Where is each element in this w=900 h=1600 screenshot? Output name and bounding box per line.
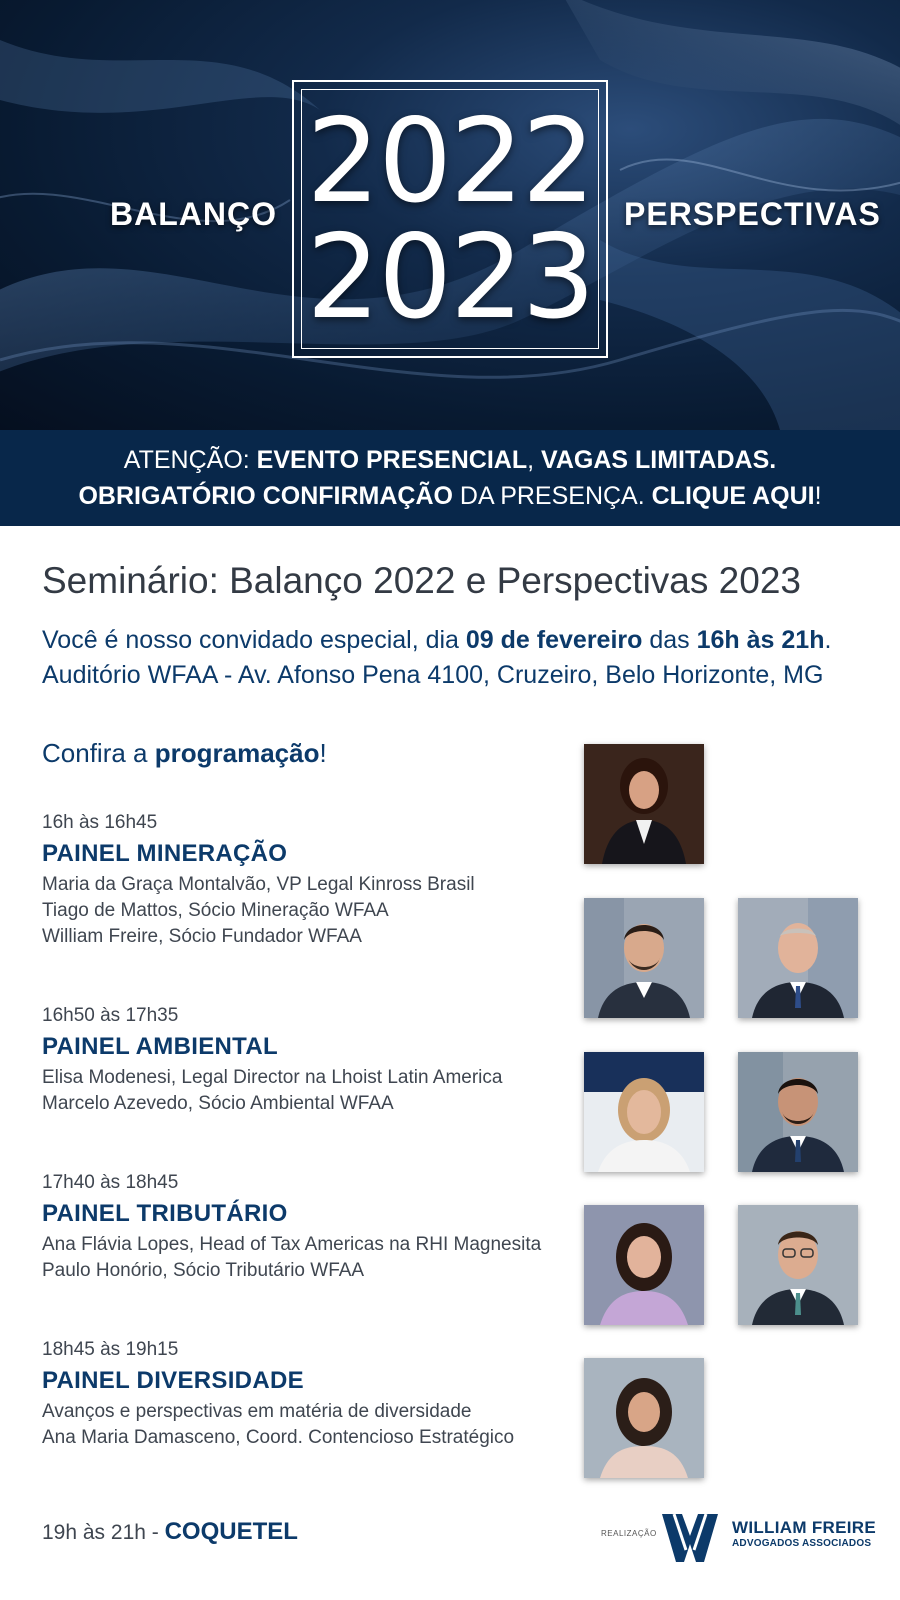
speaker-photo-william	[738, 898, 858, 1018]
invite-text-e: .	[824, 626, 832, 654]
banner-line-1	[0, 446, 900, 475]
panel-time: 18h45 às 19h15	[42, 1339, 179, 1360]
banner-in-person: EVENTO PRESENCIAL	[256, 446, 528, 474]
banner-limited-seats: VAGAS LIMITADAS.	[541, 446, 777, 474]
panel-time: 16h50 às 17h35	[42, 1005, 179, 1026]
speaker: Marcelo Azevedo, Sócio Ambiental WFAA	[42, 1093, 394, 1114]
panel-time: 17h40 às 18h45	[42, 1172, 179, 1193]
speaker-photo-ana-maria	[584, 1358, 704, 1478]
speaker: Paulo Honório, Sócio Tributário WFAA	[42, 1260, 365, 1281]
speaker: Ana Maria Damasceno, Coord. Contencioso Estratégico	[42, 1427, 515, 1448]
speaker-photo-elisa	[584, 1052, 704, 1172]
year-bottom: 2023	[306, 210, 594, 345]
click-here-link[interactable]: CLIQUE AQUI	[651, 482, 815, 510]
banner-presence: DA PRESENÇA.	[452, 482, 652, 510]
william-freire-logo	[732, 1518, 876, 1549]
panel-title: PAINEL MINERAÇÃO	[42, 840, 288, 867]
speaker: Elisa Modenesi, Legal Director na Lhoist Latin America	[42, 1067, 503, 1088]
banner-mandatory: OBRIGATÓRIO CONFIRMAÇÃO	[78, 482, 453, 510]
panel-time: 16h às 16h45	[42, 812, 158, 833]
invite-hours: 16h às 21h	[696, 626, 825, 654]
panel-mineracao	[42, 812, 572, 950]
banner-exclamation: !	[814, 482, 822, 510]
hero-banner	[0, 0, 900, 430]
cocktail-label: COQUETEL	[164, 1518, 298, 1545]
speaker: William Freire, Sócio Fundador WFAA	[42, 926, 362, 947]
hero-right-label: PERSPECTIVAS	[624, 196, 881, 232]
banner-separator: ,	[527, 446, 542, 474]
panel-diversidade	[42, 1339, 572, 1451]
william-freire-logo-icon	[660, 1510, 720, 1570]
hero-left-label: BALANÇO	[110, 196, 277, 232]
speaker: Tiago de Mattos, Sócio Mineração WFAA	[42, 900, 389, 921]
program-heading-b: programação	[154, 738, 320, 768]
panel-ambiental	[42, 1005, 572, 1117]
page-title	[42, 560, 801, 602]
banner-attention-label: ATENÇÃO:	[123, 446, 257, 474]
speaker-photo-paulo	[738, 1205, 858, 1325]
logo-subtitle: ADVOGADOS ASSOCIADOS	[732, 1538, 872, 1549]
invite-address: Auditório WFAA - Av. Afonso Pena 4100, Cruzeiro, Belo Horizonte, MG	[42, 661, 824, 689]
invite-line-1	[42, 626, 831, 655]
program-heading	[42, 738, 327, 769]
invite-text-a: Você é nosso convidado especial, dia	[42, 626, 466, 654]
speaker-photo-maria	[584, 744, 704, 864]
invite-text-c: das	[642, 626, 697, 654]
realizacao-label: REALIZAÇÃO	[601, 1529, 657, 1538]
panel-title: PAINEL TRIBUTÁRIO	[42, 1200, 288, 1227]
panel-tributario	[42, 1172, 572, 1284]
attention-banner[interactable]	[0, 430, 900, 526]
speaker-photo-marcelo	[738, 1052, 858, 1172]
program-heading-c: !	[319, 738, 327, 768]
cocktail-line	[42, 1518, 298, 1546]
speaker: Maria da Graça Montalvão, VP Legal Kinross Brasil	[42, 874, 475, 895]
title-part-1: Seminário: Balanço 2022	[42, 560, 456, 601]
speaker: Ana Flávia Lopes, Head of Tax Americas na RHI Magnesita	[42, 1234, 542, 1255]
speaker-photo-ana-flavia	[584, 1205, 704, 1325]
cocktail-time: 19h às 21h -	[42, 1521, 165, 1544]
title-connector: e	[455, 560, 497, 601]
invite-date: 09 de fevereiro	[465, 626, 643, 654]
panel-title: PAINEL AMBIENTAL	[42, 1033, 278, 1060]
speaker-photo-tiago	[584, 898, 704, 1018]
panel-description: Avanços e perspectivas em matéria de diversidade	[42, 1401, 472, 1422]
banner-line-2	[0, 482, 900, 511]
year-top: 2022	[306, 94, 594, 229]
year-frame	[292, 80, 608, 358]
program-heading-a: Confira a	[42, 738, 155, 768]
logo-name: WILLIAM FREIRE	[732, 1518, 876, 1537]
panel-title: PAINEL DIVERSIDADE	[42, 1367, 304, 1394]
title-part-2: Perspectivas 2023	[496, 560, 801, 601]
